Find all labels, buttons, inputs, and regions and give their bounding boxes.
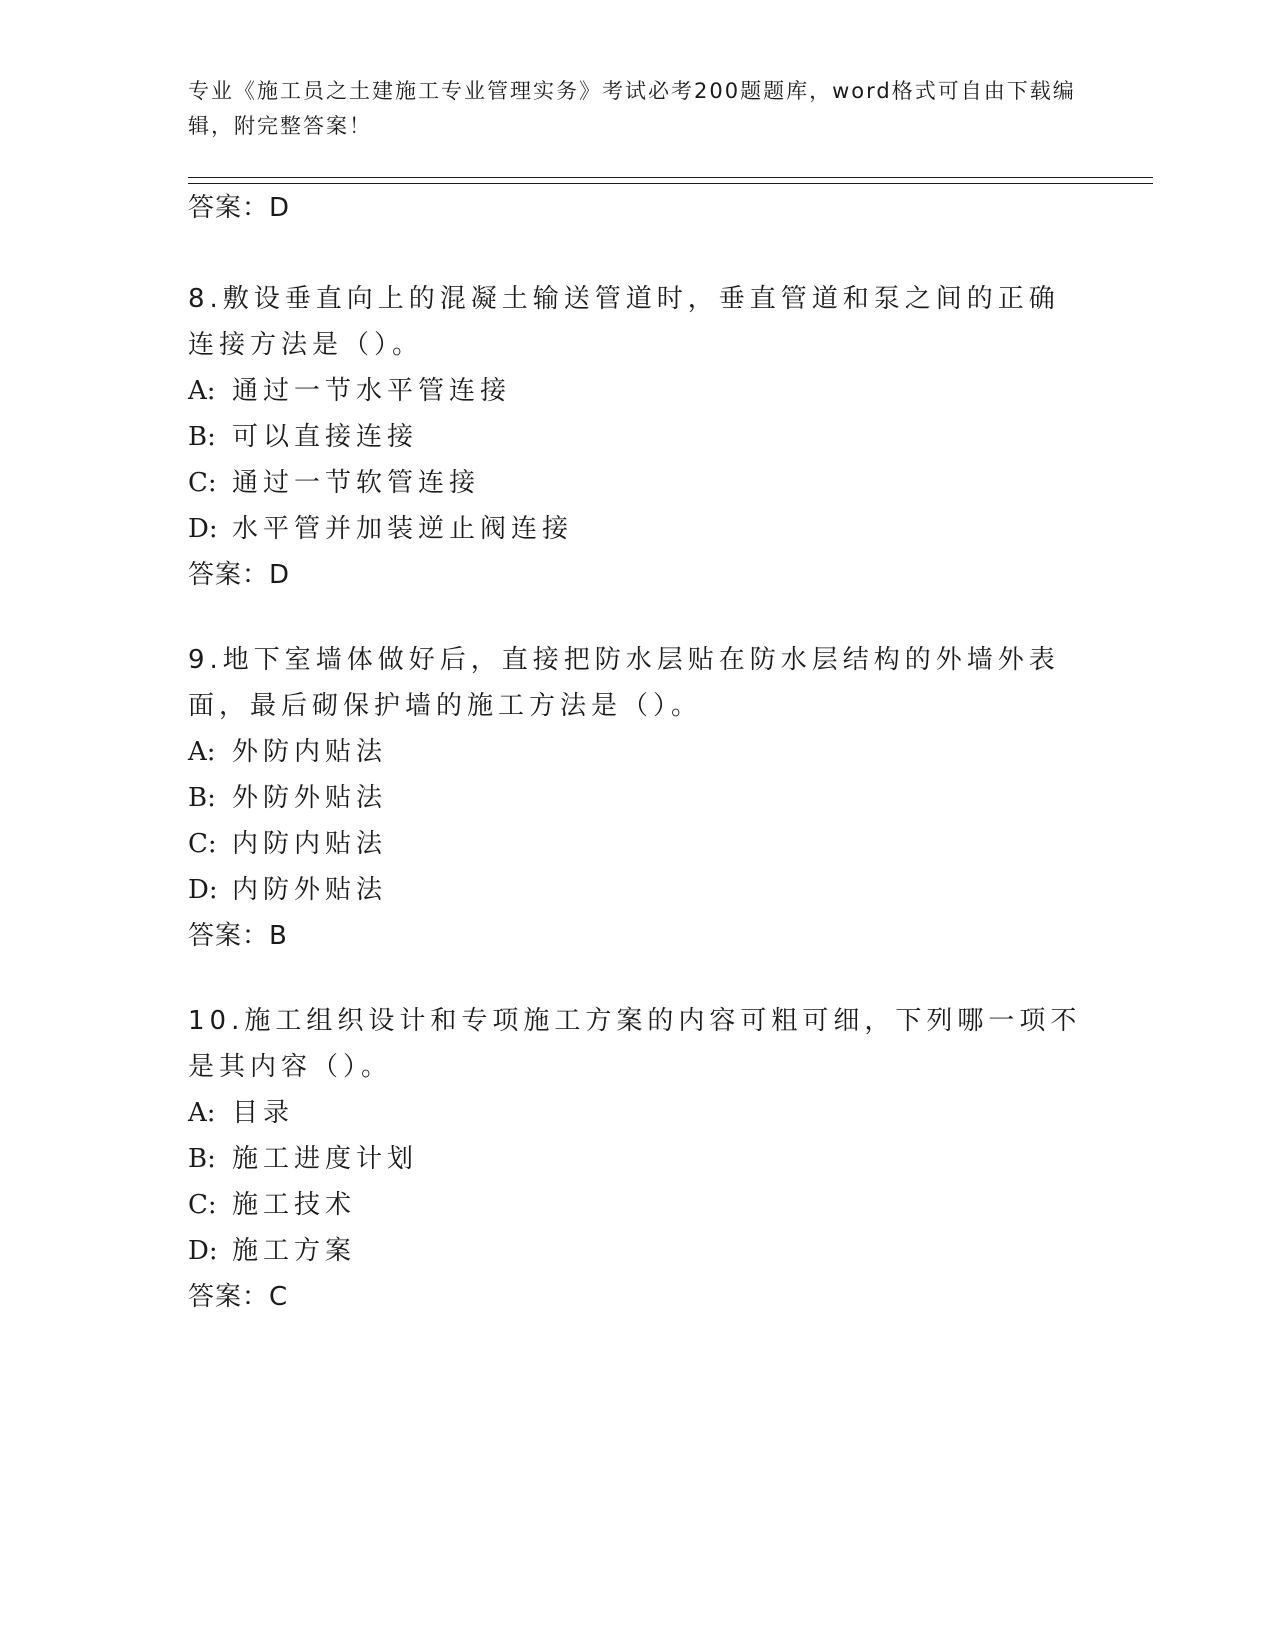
option-text: 可以直接连接 [232,422,419,452]
option-text: 施工方案 [232,1236,357,1266]
option-a [188,729,1088,775]
option-d [188,1228,1088,1274]
option-text: 通过一节软管连接 [232,468,481,498]
option-key: A: [188,376,216,406]
option-key: C: [188,1190,217,1220]
option-key: D: [188,514,218,544]
question-10 [188,998,1088,1320]
option-d [188,867,1088,913]
option-b [188,775,1088,821]
option-text: 通过一节水平管连接 [232,376,512,406]
option-text: 目录 [232,1098,295,1128]
header-divider-bottom [188,183,1153,184]
option-c [188,460,1088,506]
option-text: 内防外贴法 [232,875,388,905]
document-header: 专业《施工员之土建施工专业管理实务》考试必考200题题库，word格式可自由下载编辑，附完整答案！ [188,79,1076,138]
option-key: A: [188,737,216,767]
option-text: 水平管并加装逆止阀连接 [232,514,574,544]
option-text: 外防内贴法 [232,737,388,767]
option-b [188,414,1088,460]
answer-line: 答案：C [188,1282,289,1312]
option-key: D: [188,875,218,905]
header-divider-top [188,177,1153,178]
option-key: A: [188,1098,216,1128]
option-a [188,1090,1088,1136]
option-key: B: [188,783,216,813]
question-text: 9.地下室墙体做好后，直接把防水层贴在防水层结构的外墙外表面，最后砌保护墙的施工方法是（）。 [188,645,1060,721]
option-c [188,1182,1088,1228]
option-key: C: [188,829,217,859]
question-9 [188,637,1088,959]
answer-line: 答案：D [188,560,291,590]
question-text: 10.施工组织设计和专项施工方案的内容可粗可细，下列哪一项不是其内容（）。 [188,1006,1082,1082]
option-text: 施工进度计划 [232,1144,419,1174]
question-text: 8.敷设垂直向上的混凝土输送管道时，垂直管道和泵之间的正确连接方法是（）。 [188,284,1060,360]
option-key: B: [188,422,216,452]
option-text: 外防外贴法 [232,783,388,813]
option-d [188,506,1088,552]
answer-line: 答案：B [188,921,288,951]
option-text: 施工技术 [232,1190,357,1220]
option-key: B: [188,1144,216,1174]
option-b [188,1136,1088,1182]
option-c [188,821,1088,867]
option-a [188,368,1088,414]
option-key: D: [188,1236,218,1266]
previous-answer: 答案：D [188,193,291,223]
option-key: C: [188,468,217,498]
option-text: 内防内贴法 [232,829,388,859]
question-8 [188,276,1088,598]
